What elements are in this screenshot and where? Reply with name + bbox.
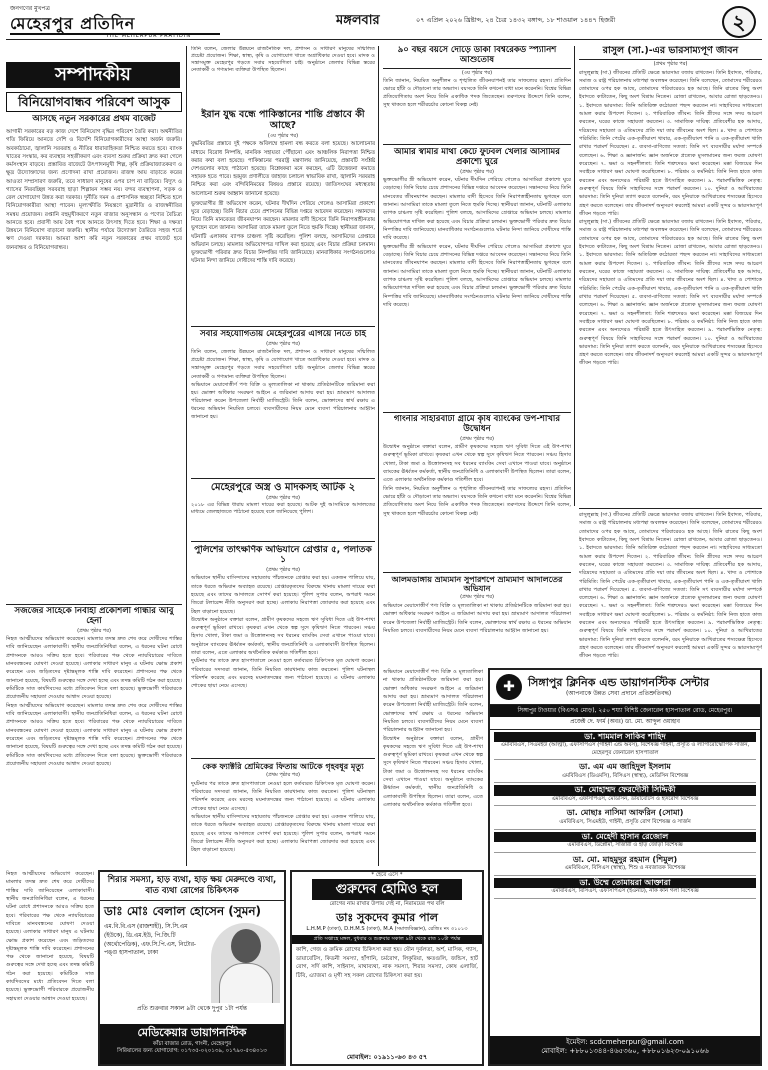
article-continuation: [579, 511, 762, 663]
section-rule: [191, 758, 375, 759]
article-jump: (প্রথম পৃষ্ঠার পর): [77, 627, 111, 634]
article-headline: ৯০ বছর বয়সে দৌড়ে ডাকা বিশ্বরেকর্ড স্প্যানিশ আশুতোষ: [383, 46, 571, 69]
doctor-schedule: প্রতি শুক্রবার সকাল ৯টা থেকে দুপুর ১টা পর্যন্ত: [137, 1005, 247, 1013]
article-jump: (প্রথম পৃষ্ঠার পর): [653, 60, 688, 67]
clinic-doctor-desc: এমবিবিএস, বিসিএস, এফসিপিএস (ইএনটি), নাক কান গলা বিশেষজ্ঞ: [551, 888, 699, 895]
clinic-doctor-name: ডা. এম এম জাহিদুল ইসলাম: [579, 762, 671, 772]
article-body: তিনি জানান, নিয়মিত অনুশীলন ও শৃঙ্খলিত জীবনযাপনই তার সাফল্যের রহস্য। প্রতিদিন ভোরে হাঁটা ও দৌড়ানো তার অভ্যাস। বয়সকে তিনি কখনো বাধা মনে করেননি। বিশ্বের বিভিন্ন প্রতিযোগিতায় অংশ নিয়ে তিনি একাধিক পদক জিতেছেন। তরুণদের উদ্দেশে তিনি বলেন, সুস্থ থাকতে হলে শরীরচর্চার কোনো বিকল্প নেই।: [383, 485, 571, 517]
article-body: ভুক্তভোগীর স্ত্রী অভিযোগ করেন, ঘটনার দীর্ঘদিন পেরিয়ে গেলেও আসামিরা প্রকাশ্যে ঘুরে বেড়াচ্ছে। তিনি বিচার চেয়ে প্রশাসনের বিভিন্ন দপ্তরে আবেদন করেছেন। সন্তানদের নিয়ে তিনি মানবেতর জীবনযাপন করছেন। মামলার বাদী হিসেবে তিনি নিরাপত্তাহীনতায় ভুগছেন বলে জানান। আসামিরা তাকে মামলা তুলে নিতে হুমকি দিচ্ছে। স্থানীয়রা জানান, ঘটনাটি এলাকায় ব্যাপক চাঞ্চল্য সৃষ্টি করেছিল। পুলিশ বলছে, আসামিদের গ্রেপ্তারে অভিযান চলছে। মামলার অভিযোগপত্র দাখিল করা হয়েছে এবং বিচার প্রক্রিয়া চলমান। ভুক্তভোগী পরিবার দ্রুত বিচার নিষ্পত্তির দাবি জানিয়েছে। মানবাধিকার সংগঠনগুলোও ঘটনার নিন্দা জানিয়ে দোষীদের শাস্তি দাবি করেছে।: [383, 243, 571, 308]
article-jump: (৩য় পৃষ্ঠার পর): [267, 132, 299, 139]
homeo-line: রোগের নাম রাখার উপায় দেই না, নিরাময়ের পথ বলি: [329, 901, 445, 908]
article-headline: মেহেরপুরে অস্ত্র ও মাদকসহ আটক ২: [210, 482, 356, 493]
homeo-title: গুরুদেব হোমিও হল: [312, 879, 462, 900]
article-body: তিনি জানান, নিয়মিত অনুশীলন ও শৃঙ্খলিত জীবনযাপনই তার সাফল্যের রহস্য। প্রতিদিন ভোরে হাঁটা ও দৌড়ানো তার অভ্যাস। বয়সকে তিনি কখনো বাধা মনে করেননি। বিশ্বের বিভিন্ন প্রতিযোগিতায় অংশ নিয়ে তিনি একাধিক পদক জিতেছেন। তরুণদের উদ্দেশে তিনি বলেন, সুস্থ থাকতে হলে শরীরচর্চার কোনো বিকল্প নেই।: [383, 78, 571, 109]
article-continuation: [383, 668, 483, 866]
section-rule: [383, 572, 571, 573]
article-alamdanga: [383, 575, 571, 665]
section-rule: [191, 326, 375, 327]
clinic-doctor-list: [490, 730, 760, 899]
clinic-address: সিঙ্গাপুর টাওয়ার (বিএসএ মোড়), ২৫০ শয্যা বিশিষ্ট জেনারেল হাসপাতাল রোড, মেহেরপুর।: [490, 705, 760, 717]
homeo-body: কাশি, গেজ ও ক্রমিক রোগের চিকিৎসা করা হয়। যৌন দুর্বলতা, অর্শ, মাসিক, গ্যাস, ডায়াবেটিস, কিডনী সমস্যা, হাঁপানি, চর্মরোগ, লিকুরিয়া, ক্ষতগুলি, জন্ডিস, হার্ট রোগ, সর্দি কাশি, সাইনাস, মাথাব্যথা, নাক সমস্যা, শিরার সমস্যা, কোষ এলার্জি, টিবি, এ্যাজমা ও মৃগী সহ সকল রোগের চিকিৎসা করা হয়।: [296, 946, 478, 979]
article-body: ২০১৮ এর বিভিন্ন ধারায় মামলা দায়ের করা হয়েছে। আটক দুই আসামিকে আদালতের মাধ্যমে জেলহাজতে পাঠানো হয়েছে বলে জানিয়েছে পুলিশ।: [191, 502, 375, 515]
article-jump: (প্রথম পৃষ্ঠার পর): [266, 772, 300, 779]
doctor-ad: [98, 870, 286, 1066]
article-body: রাসুলুল্লাহ (সা.) জীবনের প্রতিটি ক্ষেত্রে ভারসাম্য বজায় রাখতেন। তিনি ইবাদত, পরিবার, সমাজ ও রাষ্ট্র পরিচালনায় মধ্যপন্থা অবলম্বন করেছেন। তিনি বলেছেন, তোমাদের শরীরেরও তোমাদের ওপর হক আছে, তোমাদের পরিবারেরও হক আছে। তিনি রাতের কিছু অংশ ইবাদতে কাটাতেন, কিছু অংশ বিশ্রাম নিতেন। রোজা রাখতেন, আবার রোজা ছাড়তেনও। ১. ইবাদতে ভারসাম্য: তিনি অতিরিক্ত কঠোরতা পছন্দ করতেন না। সাহাবিদের সাধ্যমতো আমল করার উপদেশ দিতেন। ২. পারিবারিক জীবন: তিনি স্ত্রীদের সঙ্গে সদয় আচরণ করতেন, ঘরের কাজে সহায়তা করতেন। ৩. সামাজিক দায়িত্ব: প্রতিবেশীর হক আদায়, দরিদ্রদের সহায়তা ও এতিমদের প্রতি দয়া তার জীবনের অংশ ছিল। ৪. খাদ্য ও পোশাকে পরিমিতি: তিনি পেটের এক-তৃতীয়াংশ খাবার, এক-তৃতীয়াংশ পানি ও এক-তৃতীয়াংশ খালি রাখার পরামর্শ দিয়েছেন। ৫. ব্যবসা-বাণিজ্যে সততা: তিনি সৎ ব্যবসায়ীর মর্যাদা সম্পর্কে বলেছেন। ৬. শিক্ষা ও জ্ঞানার্জন: জ্ঞান অর্জনকে প্রত্যেক মুসলমানের জন্য ফরজ ঘোষণা করেছেন। ৭. ক্ষমা ও সহনশীলতা: তিনি শত্রুদেরও ক্ষমা করেছেন। মক্কা বিজয়ের দিন সবাইকে সাধারণ ক্ষমা ঘোষণা করেছিলেন। ৮. পরিশ্রম ও কর্মনিষ্ঠা: তিনি নিজ হাতে কাজ করতেন এবং অন্যদেরও পরিশ্রমী হতে উৎসাহিত করতেন। ৯. পরামর্শভিত্তিক নেতৃত্ব: গুরুত্বপূর্ণ বিষয়ে তিনি সাহাবিদের সঙ্গে পরামর্শ করতেন। ১০. দুনিয়া ও আখিরাতের ভারসাম্য: তিনি দুনিয়া ত্যাগ করতে বলেননি, বরং দুনিয়াকে আখিরাতের শস্যক্ষেত্র হিসেবে গ্রহণ করতে বলেছেন। তার জীবনাদর্শ অনুসরণ করলেই আমরা একটি সুন্দর ও ভারসাম্যপূর্ণ জীবন গড়তে পারি।: [579, 512, 762, 660]
homeo-top: * হেরে এসে *: [371, 872, 403, 878]
article-spanish: [383, 46, 571, 142]
editorial-kicker: আসছে নতুন সরকারের প্রথম বাজেট: [32, 114, 156, 125]
clinic-email: ইমেইল: scdcmeherpur@gmail.com: [566, 1038, 684, 1046]
article-body: রাসুলুল্লাহ (সা.) জীবনের প্রতিটি ক্ষেত্রে ভারসাম্য বজায় রাখতেন। তিনি ইবাদত, পরিবার, সমাজ ও রাষ্ট্র পরিচালনায় মধ্যপন্থা অবলম্বন করেছেন। তিনি বলেছেন, তোমাদের শরীরেরও তোমাদের ওপর হক আছে, তোমাদের পরিবারেরও হক আছে। তিনি রাতের কিছু অংশ ইবাদতে কাটাতেন, কিছু অংশ বিশ্রাম নিতেন। রোজা রাখতেন, আবার রোজা ছাড়তেনও। ১. ইবাদতে ভারসাম্য: তিনি অতিরিক্ত কঠোরতা পছন্দ করতেন না। সাহাবিদের সাধ্যমতো আমল করার উপদেশ দিতেন। ২. পারিবারিক জীবন: তিনি স্ত্রীদের সঙ্গে সদয় আচরণ করতেন, ঘরের কাজে সহায়তা করতেন। ৩. সামাজিক দায়িত্ব: প্রতিবেশীর হক আদায়, দরিদ্রদের সহায়তা ও এতিমদের প্রতি দয়া তার জীবনের অংশ ছিল। ৪. খাদ্য ও পোশাকে পরিমিতি: তিনি পেটের এক-তৃতীয়াংশ খাবার, এক-তৃতীয়াংশ পানি ও এক-তৃতীয়াংশ খালি রাখার পরামর্শ দিয়েছেন। ৫. ব্যবসা-বাণিজ্যে সততা: তিনি সৎ ব্যবসায়ীর মর্যাদা সম্পর্কে বলেছেন। ৬. শিক্ষা ও জ্ঞানার্জন: জ্ঞান অর্জনকে প্রত্যেক মুসলমানের জন্য ফরজ ঘোষণা করেছেন। ৭. ক্ষমা ও সহনশীলতা: তিনি শত্রুদেরও ক্ষমা করেছেন। মক্কা বিজয়ের দিন সবাইকে সাধারণ ক্ষমা ঘোষণা করেছিলেন। ৮. পরিশ্রম ও কর্মনিষ্ঠা: তিনি নিজ হাতে কাজ করতেন এবং অন্যদেরও পরিশ্রমী হতে উৎসাহিত করতেন। ৯. পরামর্শভিত্তিক নেতৃত্ব: গুরুত্বপূর্ণ বিষয়ে তিনি সাহাবিদের সঙ্গে পরামর্শ করতেন। ১০. দুনিয়া ও আখিরাতের ভারসাম্য: তিনি দুনিয়া ত্যাগ করতে বলেননি, বরং দুনিয়াকে আখিরাতের শস্যক্ষেত্র হিসেবে গ্রহণ করতে বলেছেন। তার জীবনাদর্শ অনুসরণ করলেই আমরা একটি সুন্দর ও ভারসাম্যপূর্ণ জীবন গড়তে পারি।: [579, 69, 762, 217]
article-gandhi: [6, 607, 182, 867]
article-body: অভিযানে মেয়াদোত্তীর্ণ পণ্য বিক্রি ও মূল্যতালিকা না থাকায় প্রতিষ্ঠানটিকে জরিমানা করা হয়। ভোক্তা অধিকার সংরক্ষণ আইনে এ জরিমানা আদায় করা হয়। ভ্রাম্যমাণ আদালত পরিচালনা করেন উপজেলা নির্বাহী ম্যাজিস্ট্রেট। তিনি বলেন, ভোক্তাদের স্বার্থ রক্ষায় এ ধরনের অভিযান নিয়মিত চলবে। ব্যবসায়ীদের নিয়ম মেনে ব্যবসা পরিচালনার আহ্বান জানানো হয়।: [383, 669, 483, 734]
article-jump: (প্রথম পৃষ্ঠার পর): [460, 435, 494, 442]
clinic-doctor-name: ডা. মেহেদী হাসান রেজোল: [494, 832, 756, 843]
homeo-chamber: প্রতি সপ্তাহে মঙ্গল, বুধবার ও শুক্রবার সকাল ৯টা থেকে রাত ১০টা পর্যন্ত: [292, 935, 482, 944]
article-headline: কেক ফ্যাক্টরি শ্রেমিকের ফিতায় আটকে গৃহবধূর মৃত্যু: [202, 762, 364, 771]
doctor-name: ডাঃ মোঃ বেলাল হোসেন (সুমন): [104, 904, 262, 919]
article-headline: আমার স্বামীর মাথা কেটে ফুটবল খেলার আসামির প্রকাশ্যে ঘুরে: [394, 148, 560, 167]
clinic-doctor-item: [494, 830, 756, 853]
article-body: রাসুলুল্লাহ (সা.) জীবনের প্রতিটি ক্ষেত্রে ভারসাম্য বজায় রাখতেন। তিনি ইবাদত, পরিবার, সমাজ ও রাষ্ট্র পরিচালনায় মধ্যপন্থা অবলম্বন করেছেন। তিনি বলেছেন, তোমাদের শরীরেরও তোমাদের ওপর হক আছে, তোমাদের পরিবারেরও হক আছে। তিনি রাতের কিছু অংশ ইবাদতে কাটাতেন, কিছু অংশ বিশ্রাম নিতেন। রোজা রাখতেন, আবার রোজা ছাড়তেনও। ১. ইবাদতে ভারসাম্য: তিনি অতিরিক্ত কঠোরতা পছন্দ করতেন না। সাহাবিদের সাধ্যমতো আমল করার উপদেশ দিতেন। ২. পারিবারিক জীবন: তিনি স্ত্রীদের সঙ্গে সদয় আচরণ করতেন, ঘরের কাজে সহায়তা করতেন। ৩. সামাজিক দায়িত্ব: প্রতিবেশীর হক আদায়, দরিদ্রদের সহায়তা ও এতিমদের প্রতি দয়া তার জীবনের অংশ ছিল। ৪. খাদ্য ও পোশাকে পরিমিতি: তিনি পেটের এক-তৃতীয়াংশ খাবার, এক-তৃতীয়াংশ পানি ও এক-তৃতীয়াংশ খালি রাখার পরামর্শ দিয়েছেন। ৫. ব্যবসা-বাণিজ্যে সততা: তিনি সৎ ব্যবসায়ীর মর্যাদা সম্পর্কে বলেছেন। ৬. শিক্ষা ও জ্ঞানার্জন: জ্ঞান অর্জনকে প্রত্যেক মুসলমানের জন্য ফরজ ঘোষণা করেছেন। ৭. ক্ষমা ও সহনশীলতা: তিনি শত্রুদেরও ক্ষমা করেছেন। মক্কা বিজয়ের দিন সবাইকে সাধারণ ক্ষমা ঘোষণা করেছিলেন। ৮. পরিশ্রম ও কর্মনিষ্ঠা: তিনি নিজ হাতে কাজ করতেন এবং অন্যদেরও পরিশ্রমী হতে উৎসাহিত করতেন। ৯. পরামর্শভিত্তিক নেতৃত্ব: গুরুত্বপূর্ণ বিষয়ে তিনি সাহাবিদের সঙ্গে পরামর্শ করতেন। ১০. দুনিয়া ও আখিরাতের ভারসাম্য: তিনি দুনিয়া ত্যাগ করতে বলেননি, বরং দুনিয়াকে আখিরাতের শস্যক্ষেত্র হিসেবে গ্রহণ করতে বলেছেন। তার জীবনাদর্শ অনুসরণ করলেই আমরা একটি সুন্দর ও ভারসাম্যপূর্ণ জীবন গড়তে পারি।: [579, 219, 762, 367]
clinic-doctor-desc: এমবিবিএস, ডিপ্লোমা, সার্জারী ও হাড় জোড়া বিশেষজ্ঞ: [567, 842, 683, 849]
article-body: তিনি বলেন, জেলার উন্নয়নে রাজনৈতিক দল, প্রশাসন ও সাধারণ মানুষের সম্মিলিত প্রচেষ্টা প্রয়োজন। শিক্ষা, স্বাস্থ্য, কৃষি ও যোগাযোগ খাতে অগ্রাধিকার দেওয়া হবে। মাদক ও সন্ত্রাসমুক্ত মেহেরপুর গড়তে সবার সহযোগিতা চাই। অনুষ্ঠানে জেলার বিভিন্ন স্তরের নেতাকর্মী ও গণ্যমান্য ব্যক্তিরা উপস্থিত ছিলেন।: [191, 46, 375, 73]
clinic-doctor-item: [494, 783, 756, 806]
editorial-banner: সম্পাদকীয়: [6, 62, 180, 88]
doctor-ad-headline: শিরার সমস্যা, হাড় ব্যথা, হাড় ক্ষয় মেরুদণ্ডে ব্যথা, বাত ব্যথা রোগের চিকিৎসক: [100, 872, 284, 901]
editorial-body: আগামী সরকারের বড় কাজ দেশে বিনিয়োগ বৃদ্ধির পরিবেশ তৈরি করা। অর্থনীতির গতি ফিরিয়ে আনতে দেশি ও বিদেশি বিনিয়োগকারীদের আস্থা অর্জন জরুরি। অবকাঠামো, জ্বালানি সরবরাহ ও নীতির ধারাবাহিকতা নিশ্চিত করতে হবে। ব্যাংক খাতের সংস্কার, কর ব্যবস্থার সহজীকরণ এবং ব্যবসা শুরুর প্রক্রিয়া দ্রুত করা গেলে কর্মসংস্থান বাড়বে। প্রস্তাবিত বাজেটে উৎপাদনমুখী শিল্প, কৃষি প্রক্রিয়াজাতকরণ ও ক্ষুদ্র উদ্যোক্তাদের জন্য প্রণোদনা রাখা প্রয়োজন। রাজস্ব আয় বাড়াতে করের আওতা সম্প্রসারণ জরুরি, তবে সাধারণ মানুষের ওপর চাপ না বাড়িয়ে। বিদ্যুৎ ও গ্যাসের নিরবচ্ছিন্ন সরবরাহ ছাড়া শিল্পায়ন সম্ভব নয়। বন্দর ব্যবস্থাপনা, সড়ক ও রেল যোগাযোগ উন্নত করা দরকার। দুর্নীতি দমন ও প্রশাসনিক স্বচ্ছতা নিশ্চিত হলে বিনিয়োগকারীরা আস্থা পাবেন। মূল্যস্ফীতি নিয়ন্ত্রণে মুদ্রানীতি ও রাজস্বনীতির সমন্বয় প্রয়োজন। রপ্তানি বহুমুখীকরণে নতুন বাজার অনুসন্ধান ও পণ্যের বৈচিত্র্য আনতে হবে। প্রবাসী আয় বৈধ পথে আনতে উৎসাহ দিতে হবে। শিক্ষা ও দক্ষতা উন্নয়নে বিনিয়োগ বাড়ানো জরুরি। স্থানীয় পর্যায়ে উদ্যোক্তা তৈরিতে সহজ শর্তে ঋণ দেওয়া দরকার। আমরা আশা করি নতুন সরকারের প্রথম বাজেট হবে জনবান্ধব ও বিনিয়োগবান্ধব।: [6, 129, 182, 251]
section-rule: [579, 508, 762, 509]
article-iran: [191, 46, 375, 324]
article-headline: পুলিশের তাৎক্ষণিক অভিযানে গ্রেপ্তার ৫, পলাতক ১: [194, 545, 372, 566]
article-body: অভিযানে মেয়াদোত্তীর্ণ পণ্য বিক্রি ও মূল্যতালিকা না থাকায় প্রতিষ্ঠানটিকে জরিমানা করা হয়। ভোক্তা অধিকার সংরক্ষণ আইনে এ জরিমানা আদায় করা হয়। ভ্রাম্যমাণ আদালত পরিচালনা করেন উপজেলা নির্বাহী ম্যাজিস্ট্রেট। তিনি বলেন, ভোক্তাদের স্বার্থ রক্ষায় এ ধরনের অভিযান নিয়মিত চলবে। ব্যবসায়ীদের নিয়ম মেনে ব্যবসা পরিচালনার আহ্বান জানানো হয়।: [383, 602, 571, 634]
clinic-doctor-item: [494, 853, 756, 876]
section-rule: [191, 478, 375, 479]
article-jump: (প্রথম পৃষ্ঠার পর): [460, 594, 494, 601]
section-rule: [191, 541, 375, 542]
article-headline: সজজের সাহেকে নির্বাহী প্রকৌশলী গান্ধীর আবু হেনা: [14, 607, 174, 626]
clinic-doctor-desc: এমবিবিএস, সিএমইউ (আল্ট্রা), এফসিপিএস (গাইনী এন্ড অবস), বিশেষজ্ঞ গাইনী, প্রসূতি ও ল্যাপারোস্কোপিক সার্জন, মেহেরপুর জেনারেল হাসপাতাল: [500, 742, 750, 756]
homeo-ad: [290, 870, 484, 1066]
article-body: নিহত আত্মীয়দের অভিযোগ করেছেন। মামলার তদন্ত দ্রুত শেষ করে দোষীদের শাস্তির দাবি জানিয়েছেন এলাকাবাসী। স্থানীয় জনপ্রতিনিধিরা বলেন, এ ধরনের ঘটনা রোধে প্রশাসনকে আরও সক্রিয় হতে হবে। পরিবারের পক্ষ থেকে ন্যায়বিচারের দাবিতে মানববন্ধনের ঘোষণা দেওয়া হয়েছে। এলাকার সাধারণ মানুষ এ ঘটনায় ক্ষোভ প্রকাশ করেছেন এবং জড়িতদের দৃষ্টান্তমূলক শাস্তি দাবি করেছেন। প্রশাসনের পক্ষ থেকে জানানো হয়েছে, বিষয়টি গুরুত্বের সঙ্গে দেখা হচ্ছে এবং তদন্ত কমিটি গঠন করা হয়েছে। কমিটিকে সাত কার্যদিবসের মধ্যে প্রতিবেদন দিতে বলা হয়েছে। ভুক্তভোগী পরিবারকে প্রয়োজনীয় সহায়তা দেওয়ার আশ্বাস দেওয়া হয়েছে।: [6, 636, 182, 701]
issue-date: ০৭ এপ্রিল ২০২৬ খ্রিষ্টাব্দ, ২৪ চৈত্র ১৪৩২ বঙ্গাব্দ, ১৮ শাওয়াল ১৪৪৭ হিজরী: [416, 16, 616, 24]
clinic-contact: [490, 1036, 760, 1064]
editorial-section: [6, 92, 182, 600]
article-body: উদ্বোধন অনুষ্ঠানে বক্তারা বলেন, গ্রামীণ কৃষকদের সহজে ঋণ সুবিধা দিতে এই উপ-শাখা গুরুত্বপূর্ণ ভূমিকা রাখবে। কৃষকরা এখন থেকে স্বল্প সুদে কৃষিঋণ নিতে পারবেন। সঞ্চয় হিসাব খোলা, টাকা জমা ও উত্তোলনসহ সব ধরনের ব্যাংকিং সেবা এখানে পাওয়া যাবে। অনুষ্ঠানে ব্যাংকের ঊর্ধ্বতন কর্মকর্তা, স্থানীয় জনপ্রতিনিধি ও এলাকাবাসী উপস্থিত ছিলেন। তারা বলেন, এতে এলাকার অর্থনৈতিক কর্মকাণ্ড গতিশীল হবে।: [191, 616, 375, 657]
column-rule: [378, 46, 379, 866]
article-police: [191, 545, 375, 755]
clinic-doctor-item: [494, 730, 756, 761]
article-headline: ইরান যুদ্ধ বন্ধে পাকিস্তানের শান্তি প্রস্তাবে কী আছে?: [201, 109, 365, 131]
article-rasul: [579, 46, 762, 506]
issue-day: মঙ্গলবার: [336, 13, 380, 28]
article-body: অভিযানে স্থানীয় বাসিন্দাদের সহায়তায় পাঁচজনকে গ্রেপ্তার করা হয়। একজন পালিয়ে যায়, তাকে ধরতে অভিযান অব্যাহত রয়েছে। গ্রেপ্তারকৃতদের বিরুদ্ধে থানায় মামলা দায়ের করা হয়েছে এবং তাদের আদালতে সোপর্দ করা হয়েছে। পুলিশ সুপার বলেন, অপরাধ দমনে জিরো টলারেন্স নীতি অনুসরণ করা হচ্ছে। এলাকায় নিরাপত্তা জোরদার করা হয়েছে এবং টহল বাড়ানো হয়েছে।: [191, 575, 375, 615]
medical-logo-icon: ✚: [496, 674, 522, 700]
newspaper-subtitle: THE MEHERPUR PRATIDIN: [106, 33, 192, 39]
clinic-doctor-item: [494, 760, 756, 783]
doctor-clinic-address: কাঁচা বাজার রোড, গাংনী, মেহেরপুর: [152, 1040, 232, 1047]
article-headline: সবার সহযোগিতায় মেহেরপুরের এগিয়ে নিতে চাই: [200, 330, 366, 339]
clinic-chief: প্রজেক্ট দে. ফার্ম (অবঃ) ডা. মো. আব্দুল ওয়াহাব: [490, 717, 760, 730]
doctor-phone: সিরিয়ালের জন্য যোগাযোগ: ০১৭৩৫-০২০১৩৯, ০১৭৯০-৫৩৪০১৩: [117, 1047, 267, 1054]
article-sobar: [191, 330, 375, 475]
homeo-degree: L.H.M.P (ঢাকা), D.H.M.S (ঢাকা), M.A (সমাজবিজ্ঞান), রেজিঃ নং ৩১০১৩: [306, 926, 468, 933]
page-number: ২: [722, 6, 756, 38]
clinic-doctor-name: ডা. শামমাল সাকিব শাহিদ: [494, 732, 756, 743]
masthead-tagline: জনগণের মুখপত্র: [10, 5, 50, 12]
section-rule: [6, 604, 182, 605]
article-body: অভিযানে মেয়াদোত্তীর্ণ পণ্য বিক্রি ও মূল্যতালিকা না থাকায় প্রতিষ্ঠানটিকে জরিমানা করা হয়। ভোক্তা অধিকার সংরক্ষণ আইনে এ জরিমানা আদায় করা হয়। ভ্রাম্যমাণ আদালত পরিচালনা করেন উপজেলা নির্বাহী ম্যাজিস্ট্রেট। তিনি বলেন, ভোক্তাদের স্বার্থ রক্ষায় এ ধরনের অভিযান নিয়মিত চলবে। ব্যবসায়ীদের নিয়ম মেনে ব্যবসা পরিচালনার আহ্বান জানানো হয়।: [191, 381, 375, 420]
article-headline: আলমডাঙ্গায় ভ্রাম্যমান সুপারশপে ভ্রাম্যমাণ আদালতের অভিযান: [391, 575, 563, 594]
article-body: নিহত আত্মীয়দের অভিযোগ করেছেন। মামলার তদন্ত দ্রুত শেষ করে দোষীদের শাস্তির দাবি জানিয়েছেন এলাকাবাসী। স্থানীয় জনপ্রতিনিধিরা বলেন, এ ধরনের ঘটনা রোধে প্রশাসনকে আরও সক্রিয় হতে হবে। পরিবারের পক্ষ থেকে ন্যায়বিচারের দাবিতে মানববন্ধনের ঘোষণা দেওয়া হয়েছে। এলাকার সাধারণ মানুষ এ ঘটনায় ক্ষোভ প্রকাশ করেছেন এবং জড়িতদের দৃষ্টান্তমূলক শাস্তি দাবি করেছেন। প্রশাসনের পক্ষ থেকে জানানো হয়েছে, বিষয়টি গুরুত্বের সঙ্গে দেখা হচ্ছে এবং তদন্ত কমিটি গঠন করা হয়েছে। কমিটিকে সাত কার্যদিবসের মধ্যে প্রতিবেদন দিতে বলা হয়েছে। ভুক্তভোগী পরিবারকে প্রয়োজনীয় সহায়তা দেওয়ার আশ্বাস দেওয়া হয়েছে।: [6, 702, 182, 767]
column-rule: [186, 46, 187, 866]
clinic-doctor-item: [494, 806, 756, 829]
clinic-mobile: মোবাইল: +৮৮০১৩৪৪-৪৬৫৩৬০, +৮৮০১৬২৩-০৯১০৬৬: [541, 1047, 709, 1056]
article-jump: (প্রথম পৃষ্ঠার পর): [266, 494, 300, 501]
clinic-doctor-desc: এমবিবিএস, বিসিএস (স্বাস্থ্য), শিশু ও নবজাতক বিশেষজ্ঞ: [564, 865, 686, 872]
clinic-doctor-name: ডা. মোহাম্মদ ফেরদৌসী সিদ্দিকী: [494, 785, 756, 796]
article-body: ভুক্তভোগীর স্ত্রী অভিযোগ করেন, ঘটনার দীর্ঘদিন পেরিয়ে গেলেও আসামিরা প্রকাশ্যে ঘুরে বেড়াচ্ছে। তিনি বিচার চেয়ে প্রশাসনের বিভিন্ন দপ্তরে আবেদন করেছেন। সন্তানদের নিয়ে তিনি মানবেতর জীবনযাপন করছেন। মামলার বাদী হিসেবে তিনি নিরাপত্তাহীনতায় ভুগছেন বলে জানান। আসামিরা তাকে মামলা তুলে নিতে হুমকি দিচ্ছে। স্থানীয়রা জানান, ঘটনাটি এলাকায় ব্যাপক চাঞ্চল্য সৃষ্টি করেছিল। পুলিশ বলছে, আসামিদের গ্রেপ্তারে অভিযান চলছে। মামলার অভিযোগপত্র দাখিল করা হয়েছে এবং বিচার প্রক্রিয়া চলমান। ভুক্তভোগী পরিবার দ্রুত বিচার নিষ্পত্তির দাবি জানিয়েছে। মানবাধিকার সংগঠনগুলোও ঘটনার নিন্দা জানিয়ে দোষীদের শাস্তি দাবি করেছে।: [383, 177, 571, 242]
article-body: ভুক্তভোগীর স্ত্রী অভিযোগ করেন, ঘটনার দীর্ঘদিন পেরিয়ে গেলেও আসামিরা প্রকাশ্যে ঘুরে বেড়াচ্ছে। তিনি বিচার চেয়ে প্রশাসনের বিভিন্ন দপ্তরে আবেদন করেছেন। সন্তানদের নিয়ে তিনি মানবেতর জীবনযাপন করছেন। মামলার বাদী হিসেবে তিনি নিরাপত্তাহীনতায় ভুগছেন বলে জানান। আসামিরা তাকে মামলা তুলে নিতে হুমকি দিচ্ছে। স্থানীয়রা জানান, ঘটনাটি এলাকায় ব্যাপক চাঞ্চল্য সৃষ্টি করেছিল। পুলিশ বলছে, আসামিদের গ্রেপ্তারে অভিযান চলছে। মামলার অভিযোগপত্র দাখিল করা হয়েছে এবং বিচার প্রক্রিয়া চলমান। ভুক্তভোগী পরিবার দ্রুত বিচার নিষ্পত্তির দাবি জানিয়েছে। মানবাধিকার সংগঠনগুলোও ঘটনার নিন্দা জানিয়ে দোষীদের শাস্তি দাবি করেছে।: [191, 200, 375, 265]
article-body: অভিযানে স্থানীয় বাসিন্দাদের সহায়তায় পাঁচজনকে গ্রেপ্তার করা হয়। একজন পালিয়ে যায়, তাকে ধরতে অভিযান অব্যাহত রয়েছে। গ্রেপ্তারকৃতদের বিরুদ্ধে থানায় মামলা দায়ের করা হয়েছে এবং তাদের আদালতে সোপর্দ করা হয়েছে। পুলিশ সুপার বলেন, অপরাধ দমনে জিরো টলারেন্স নীতি অনুসরণ করা হচ্ছে। এলাকায় নিরাপত্তা জোরদার করা হয়েছে এবং টহল বাড়ানো হয়েছে।: [191, 814, 375, 854]
clinic-ad: [488, 668, 762, 1066]
article-body: দুর্ঘটনার পর তাকে দ্রুত হাসপাতালে নেওয়া হলে কর্তব্যরত চিকিৎসক মৃত ঘোষণা করেন। পরিবারের সদস্যরা জানান, তিনি নিয়মিত কারখানায় কাজ করতেন। পুলিশ ঘটনাস্থল পরিদর্শন করেছে এবং মরদেহ ময়নাতদন্তের জন্য পাঠানো হয়েছে। এ ঘটনায় এলাকায় শোকের ছায়া নেমে এসেছে।: [191, 780, 375, 812]
newspaper-title: মেহেরপুর প্রতিদিন: [10, 13, 220, 35]
article-headline: রাসুল (সা.)-এর ভারসাম্যপূর্ণ জীবন: [579, 46, 762, 60]
clinic-doctor-desc: এমবিবিএস, এফসিপিএস, মেডিসিন, ডায়াবেটিস ও হৃদরোগ বিশেষজ্ঞ: [551, 795, 699, 802]
column-rule: [574, 46, 575, 506]
article-body: তিনি বলেন, জেলার উন্নয়নে রাজনৈতিক দল, প্রশাসন ও সাধারণ মানুষের সম্মিলিত প্রচেষ্টা প্রয়োজন। শিক্ষা, স্বাস্থ্য, কৃষি ও যোগাযোগ খাতে অগ্রাধিকার দেওয়া হবে। মাদক ও সন্ত্রাসমুক্ত মেহেরপুর গড়তে সবার সহযোগিতা চাই। অনুষ্ঠানে জেলার বিভিন্ন স্তরের নেতাকর্মী ও গণ্যমান্য ব্যক্তিরা উপস্থিত ছিলেন।: [191, 349, 375, 380]
clinic-doctor-desc: এমবিবিএস, সিএমইউ, গাইনী, প্রসূতি রোগ বিশেষজ্ঞ ও সার্জন: [559, 818, 691, 825]
editorial-headline: বিনিয়োগবান্ধব পরিবেশ আসুক: [6, 92, 182, 112]
clinic-doctor-item: [494, 876, 756, 899]
article-body: দুর্ঘটনার পর তাকে দ্রুত হাসপাতালে নেওয়া হলে কর্তব্যরত চিকিৎসক মৃত ঘোষণা করেন। পরিবারের সদস্যরা জানান, তিনি নিয়মিত কারখানায় কাজ করতেন। পুলিশ ঘটনাস্থল পরিদর্শন করেছে এবং মরদেহ ময়নাতদন্তের জন্য পাঠানো হয়েছে। এ ঘটনায় এলাকায় শোকের ছায়া নেমে এসেছে।: [191, 658, 375, 690]
article-jump: (প্রথম পৃষ্ঠার পর): [266, 566, 300, 573]
homeo-doctor: ডাঃ সুকদেব কুমার পাল: [336, 910, 438, 924]
doctor-photo: [211, 923, 280, 1003]
clinic-title: সিঙ্গাপুর ক্লিনিক এন্ড ডায়াগনস্টিক সেন্টার: [528, 675, 710, 689]
article-drugs: [191, 482, 375, 540]
article-body: উদ্বোধন অনুষ্ঠানে বক্তারা বলেন, গ্রামীণ কৃষকদের সহজে ঋণ সুবিধা দিতে এই উপ-শাখা গুরুত্বপূর্ণ ভূমিকা রাখবে। কৃষকরা এখন থেকে স্বল্প সুদে কৃষিঋণ নিতে পারবেন। সঞ্চয় হিসাব খোলা, টাকা জমা ও উত্তোলনসহ সব ধরনের ব্যাংকিং সেবা এখানে পাওয়া যাবে। অনুষ্ঠানে ব্যাংকের ঊর্ধ্বতন কর্মকর্তা, স্থানীয় জনপ্রতিনিধি ও এলাকাবাসী উপস্থিত ছিলেন। তারা বলেন, এতে এলাকার অর্থনৈতিক কর্মকাণ্ড গতিশীল হবে।: [383, 444, 571, 484]
clinic-doctor-desc: এমবিবিএস (ডিএমসি), বিসিএস (স্বাস্থ্য), মেডিসিন বিশেষজ্ঞ: [561, 772, 689, 779]
article-body: উদ্বোধন অনুষ্ঠানে বক্তারা বলেন, গ্রামীণ কৃষকদের সহজে ঋণ সুবিধা দিতে এই উপ-শাখা গুরুত্বপূর্ণ ভূমিকা রাখবে। কৃষকরা এখন থেকে স্বল্প সুদে কৃষিঋণ নিতে পারবেন। সঞ্চয় হিসাব খোলা, টাকা জমা ও উত্তোলনসহ সব ধরনের ব্যাংকিং সেবা এখানে পাওয়া যাবে। অনুষ্ঠানে ব্যাংকের ঊর্ধ্বতন কর্মকর্তা, স্থানীয় জনপ্রতিনিধি ও এলাকাবাসী উপস্থিত ছিলেন। তারা বলেন, এতে এলাকার অর্থনৈতিক কর্মকাণ্ড গতিশীল হবে।: [383, 735, 483, 808]
doctor-credentials: এম.বি.বি.এস (রাজশাহী), সি.সি.এম (ইউকে), ডি.এম.ইউ, পি.জি.টি (অর্থোপেডিক), এফ.সি.পি.এস, নিটোর-পঙ্গু হাসপাতাল, ঢাকা: [104, 924, 196, 957]
article-factory: [191, 762, 375, 866]
article-jump: (৩য় পৃষ্ঠার পর): [461, 69, 493, 76]
masthead: [6, 4, 762, 40]
article-body: যুদ্ধবিরতির প্রস্তাবে দুই পক্ষকে অবিলম্বে হামলা বন্ধ করতে বলা হয়েছে। আলোচনার মাধ্যমে বিরোধ নিষ্পত্তি, মানবিক সহায়তা পৌঁছানো এবং আঞ্চলিক নিরাপত্তা নিশ্চিত করার কথা বলা হয়েছে। পাকিস্তানের পররাষ্ট্র মন্ত্রণালয় জানিয়েছে, প্রস্তাবটি সংশ্লিষ্ট দেশগুলোর কাছে পাঠানো হয়েছে। বিশ্লেষকরা মনে করছেন, এটি উত্তেজনা কমাতে সহায়ক হতে পারে। হরমুজ প্রণালীতে জাহাজ চলাচল স্বাভাবিক রাখা, জ্বালানি সরবরাহ নিশ্চিত করা এবং বন্দিবিনিময়ের বিষয়ও প্রস্তাবে রয়েছে। জাতিসংঘের মধ্যস্থতায় আলোচনা শুরুর আহ্বান জানানো হয়েছে।: [191, 141, 375, 197]
doctor-clinic-block: [100, 1024, 284, 1064]
section-rule: [383, 412, 571, 413]
article-husband: [383, 148, 571, 410]
article-jump: (প্রথম পৃষ্ঠার পর): [266, 340, 300, 347]
article-gangni: [383, 415, 571, 570]
homeo-phone: মোবাইল: ০১৯১১-৬৩ ৪৩ ৫৭: [346, 1053, 428, 1062]
clinic-doctor-name: ডা. উম্মে তোমায়রা আক্তারা: [494, 878, 756, 889]
clinic-tagline: (আপনাকে উন্নত সেবা প্রদানে প্রতিশ্রুতিবদ্ধ): [565, 690, 672, 698]
doctor-clinic-name: মেডিকেয়ার ডায়াগনস্টিক: [137, 1026, 247, 1039]
article-headline: গাংনীর সাহারবাটী গ্রামে কৃষি ব্যাংকের উপ-শাখার উদ্বোধন: [393, 415, 561, 434]
article-continuation: [6, 870, 94, 1066]
clinic-doctor-name: ডা. মো. মাহমুদুর রহমান (শিমুল): [572, 854, 678, 864]
section-rule: [383, 144, 571, 145]
article-body: নিহত আত্মীয়দের অভিযোগ করেছেন। মামলার তদন্ত দ্রুত শেষ করে দোষীদের শাস্তির দাবি জানিয়েছেন এলাকাবাসী। স্থানীয় জনপ্রতিনিধিরা বলেন, এ ধরনের ঘটনা রোধে প্রশাসনকে আরও সক্রিয় হতে হবে। পরিবারের পক্ষ থেকে ন্যায়বিচারের দাবিতে মানববন্ধনের ঘোষণা দেওয়া হয়েছে। এলাকার সাধারণ মানুষ এ ঘটনায় ক্ষোভ প্রকাশ করেছেন এবং জড়িতদের দৃষ্টান্তমূলক শাস্তি দাবি করেছেন। প্রশাসনের পক্ষ থেকে জানানো হয়েছে, বিষয়টি গুরুত্বের সঙ্গে দেখা হচ্ছে এবং তদন্ত কমিটি গঠন করা হয়েছে। কমিটিকে সাত কার্যদিবসের মধ্যে প্রতিবেদন দিতে বলা হয়েছে। ভুক্তভোগী পরিবারকে প্রয়োজনীয় সহায়তা দেওয়ার আশ্বাস দেওয়া হয়েছে।: [6, 871, 94, 1002]
article-jump: (প্রথম পৃষ্ঠার পর): [460, 168, 494, 175]
clinic-doctor-name: ডা. মোছাঃ নাসিমা আফরিন (সোমা): [566, 808, 684, 818]
